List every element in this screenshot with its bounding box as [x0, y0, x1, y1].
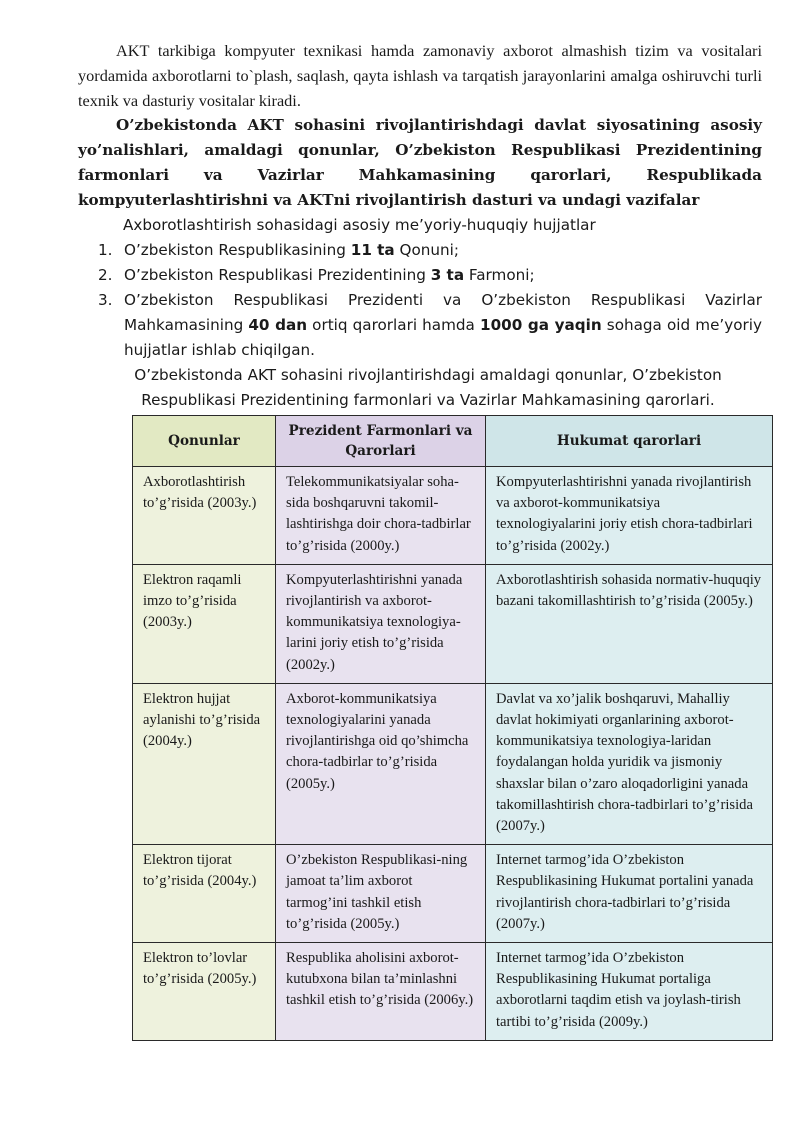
header-president-decrees: Prezident Farmonlari va Qarorlari — [276, 416, 486, 467]
list-item-text: O’zbekiston Respublikasining — [124, 241, 351, 259]
list-item — [78, 288, 762, 363]
table-row — [133, 845, 773, 943]
list-item-bold: 11 ta — [350, 241, 395, 259]
law-cell: Elektron hujjat aylanishi to’g’risida (2004y.) — [133, 683, 276, 844]
table-row — [133, 564, 773, 683]
list-item — [78, 238, 762, 263]
table-caption: O’zbekistonda AKT sohasini rivojlantirishdagi amaldagi qonunlar, O’zbekiston Respublikasi Prezidentining farmonlari va Vazirlar Mahkamasining qarorlari. — [134, 366, 722, 409]
list-subheading: Axborotlashtirish sohasidagi asosiy me’yoriy-huquqiy hujjatlar — [123, 216, 596, 234]
legal-acts-table — [132, 415, 773, 1041]
resolution-cell: Internet tarmog’ida O’zbekiston Respublikasining Hukumat portalini yanada rivojlantirish chora-tadbirlari to’g’risida (2007y.) — [486, 845, 773, 943]
regulation-count-list — [78, 238, 762, 363]
decree-cell: Respublika aholisini axborot-kutubxona bilan ta’minlashni tashkil etish to’g’risida (2006y.) — [276, 943, 486, 1041]
table-header-row — [133, 416, 773, 467]
intro-paragraph: AKT tarkibiga kompyuter texnikasi hamda zamonaviy axborot almashish tizim va vositalari yordamida axborotlarni to`plash, saqlash, qayta ishlash va tarqatish jarayonlarini amalga oshiruvchi turli texnik va dasturiy vositalar kiradi. — [78, 41, 762, 110]
law-cell: Axborotlashtirish to’g’risida (2003y.) — [133, 467, 276, 565]
law-cell: Elektron to’lovlar to’g’risida (2005y.) — [133, 943, 276, 1041]
list-item-text: Farmoni; — [464, 266, 535, 284]
table-row — [133, 943, 773, 1041]
resolution-cell: Kompyuterlashtirishni yanada rivojlantirish va axborot-kommunikatsiya texnologiyalarini joriy etish chora-tadbirlari to’g’risida (2002y.) — [486, 467, 773, 565]
list-item-text: sohaga oid me’yoriy hujjatlar ishlab chiqilgan. — [124, 316, 762, 359]
list-item-text: ortiq qarorlari hamda — [307, 316, 480, 334]
decree-cell: Telekommunikatsiyalar soha-sida boshqaruvni takomil-lashtirishga doir chora-tadbirlar to’g’risida (2000y.) — [276, 467, 486, 565]
list-item-text: O’zbekiston Respublikasi Prezidenti va O’zbekiston Respublikasi Vazirlar Mahkamasining — [124, 291, 762, 334]
decree-cell: Kompyuterlashtirishni yanada rivojlantirish va axborot-kommunikatsiya texnologiya-larini joriy etish to’g’risida (2002y.) — [276, 564, 486, 683]
decree-cell: O’zbekiston Respublikasi-ning jamoat ta’lim axborot tarmog’ini tashkil etish to’g’risida (2005y.) — [276, 845, 486, 943]
law-cell: Elektron tijorat to’g’risida (2004y.) — [133, 845, 276, 943]
list-item-bold: 40 dan — [248, 316, 308, 334]
header-laws: Qonunlar — [133, 416, 276, 467]
resolution-cell: Axborotlashtirish sohasida normativ-huquqiy bazani takomillashtirish to’g’risida (2005y.) — [486, 564, 773, 683]
table-row — [133, 683, 773, 844]
list-item — [78, 263, 762, 288]
table-row — [133, 467, 773, 565]
resolution-cell: Internet tarmog’ida O’zbekiston Respublikasining Hukumat portaliga axborotlarni taqdim etish va joylash-tirish tartibi to’g’risida (2009y.) — [486, 943, 773, 1041]
list-item-number: 2. — [98, 266, 113, 284]
list-item-number: 3. — [98, 291, 113, 309]
section-heading-paragraph: O’zbekistonda AKT sohasini rivojlantirishdagi davlat siyosatining asosiy yo’nalishlari, amaldagi qonunlar, O’zbekiston Respublikasi Prezidentining farmonlari va Vazirlar Mahkamasining qarorlari, Respublikada kompyuterlashtirishni va AKTni rivojlantirish dasturi va undagi vazifalar — [78, 116, 762, 209]
list-item-bold: 1000 ga yaqin — [480, 316, 602, 334]
list-item-bold: 3 ta — [430, 266, 465, 284]
resolution-cell: Davlat va xo’jalik boshqaruvi, Mahalliy davlat hokimiyati organlarining axborot-kommunikatsiya texnologiya-laridan foydalangan holda yuridik va jismoniy shaxslar bilan o’zaro aloqadorligini yanada takomillashtirish chora-tadbirlari to’g’risida (2007y.) — [486, 683, 773, 844]
list-item-text: Qonuni; — [394, 241, 459, 259]
law-cell: Elektron raqamli imzo to’g’risida (2003y.) — [133, 564, 276, 683]
decree-cell: Axborot-kommunikatsiya texnologiyalarini yanada rivojlantirishga oid qo’shimcha chora-tadbirlar to’g’risida (2005y.) — [276, 683, 486, 844]
header-government-resolutions: Hukumat qarorlari — [486, 416, 773, 467]
list-item-number: 1. — [98, 241, 113, 259]
list-item-text: O’zbekiston Respublikasi Prezidentining — [124, 266, 431, 284]
